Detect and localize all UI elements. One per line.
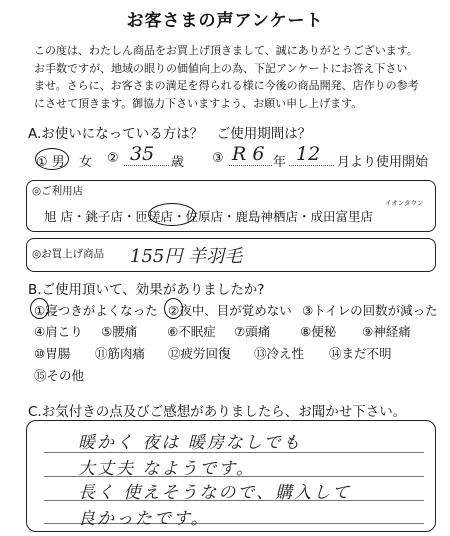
effect-option[interactable]: ⑧便秘 bbox=[300, 324, 337, 339]
era-year-value[interactable]: R 6 bbox=[232, 143, 265, 165]
gender-row bbox=[36, 151, 92, 170]
store-ruby: イオンタウン bbox=[385, 199, 424, 207]
effect-option[interactable]: ⑪筋肉痛 bbox=[95, 346, 146, 361]
effect-option[interactable]: ⑫疲労回復 bbox=[168, 346, 231, 361]
intro-line: にさせて頂きます。御協力下さいますよう、お願い申し上げます。 bbox=[34, 96, 363, 110]
section-a-question: A.お使いになっている方は？ ご使用期間は？ bbox=[28, 126, 312, 142]
comment-line[interactable]: 大丈夫 なようです。 bbox=[78, 459, 256, 479]
age-row bbox=[107, 151, 119, 166]
section-b-question: B.ご使用頂いて、効果がありましたか? bbox=[28, 282, 265, 298]
effect-option[interactable]: ⑨神経痛 bbox=[362, 324, 411, 339]
effect-option[interactable]: ⑦頭痛 bbox=[234, 324, 271, 339]
intro-line: お手数ですが、地域の眼りの価値向上の為、下記アンケートにお答え下さい bbox=[34, 61, 408, 75]
age-unit: 歳 bbox=[171, 155, 185, 170]
intro-line: ませ。さらに、お客さまの満足を得られる様に今後の商品開発、店作りの参考 bbox=[34, 79, 419, 92]
selection-circle bbox=[35, 148, 69, 170]
age-value[interactable]: 35 bbox=[130, 143, 155, 165]
item-number: ① bbox=[36, 155, 48, 170]
selection-circle bbox=[30, 298, 49, 319]
gender-male-option[interactable]: 男 bbox=[51, 155, 65, 170]
start-month-text: 月より使用開始 bbox=[337, 155, 429, 170]
selection-circle bbox=[164, 298, 183, 319]
era-underline bbox=[229, 165, 272, 166]
intro-line: この度は、わたしん商品をお買上げ頂きまして、誠にありがとうございます。 bbox=[34, 44, 418, 57]
gender-female-option[interactable]: 女 bbox=[78, 155, 92, 170]
page-title: お客さまの声アンケート bbox=[126, 11, 324, 31]
month-underline bbox=[289, 165, 334, 166]
product-value[interactable]: 155円 羊羽毛 bbox=[130, 246, 243, 267]
item-number: ③ bbox=[212, 151, 224, 166]
age-underline bbox=[124, 165, 169, 166]
product-label: ◎お買上げ商品 bbox=[32, 248, 105, 260]
comment-line[interactable]: 良かったです。 bbox=[78, 509, 210, 529]
month-value[interactable]: 12 bbox=[296, 143, 321, 165]
item-number: ② bbox=[107, 151, 119, 166]
comment-line[interactable]: 長く 使えそうなので、購入して bbox=[78, 483, 352, 503]
store-list: 旭 店・銚子店・匝瑳店・佐原店・鹿島神栖店・成田富里店 bbox=[44, 209, 373, 224]
effect-option[interactable]: ⑥不眠症 bbox=[167, 324, 216, 339]
intro-text bbox=[34, 42, 434, 112]
effect-option[interactable]: ④肩こり bbox=[34, 324, 83, 339]
effect-option[interactable]: ⑤腰痛 bbox=[101, 324, 138, 339]
store-label: ◎ご利用店 bbox=[32, 185, 84, 197]
effect-option[interactable]: ②夜中、目が覚めない bbox=[168, 303, 292, 318]
effect-option[interactable]: ⑮その他 bbox=[34, 368, 85, 383]
section-c-question: C.お気付きの点及びご感想がありましたら、お聞かせ下さい。 bbox=[28, 404, 407, 420]
effect-option[interactable]: ①寝つきがよくなった bbox=[34, 303, 158, 318]
effect-option[interactable]: ⑬冷え性 bbox=[254, 346, 305, 361]
selection-circle bbox=[148, 203, 196, 226]
effect-option[interactable]: ⑭まだ不明 bbox=[329, 346, 392, 361]
comment-line[interactable]: 暖かく 夜は 暖房なしでも bbox=[78, 433, 302, 453]
effect-option[interactable]: ③トイレの回数が減った bbox=[302, 303, 438, 318]
effect-option[interactable]: ⑩胃腸 bbox=[34, 346, 71, 361]
year-unit: 年 bbox=[273, 155, 287, 170]
